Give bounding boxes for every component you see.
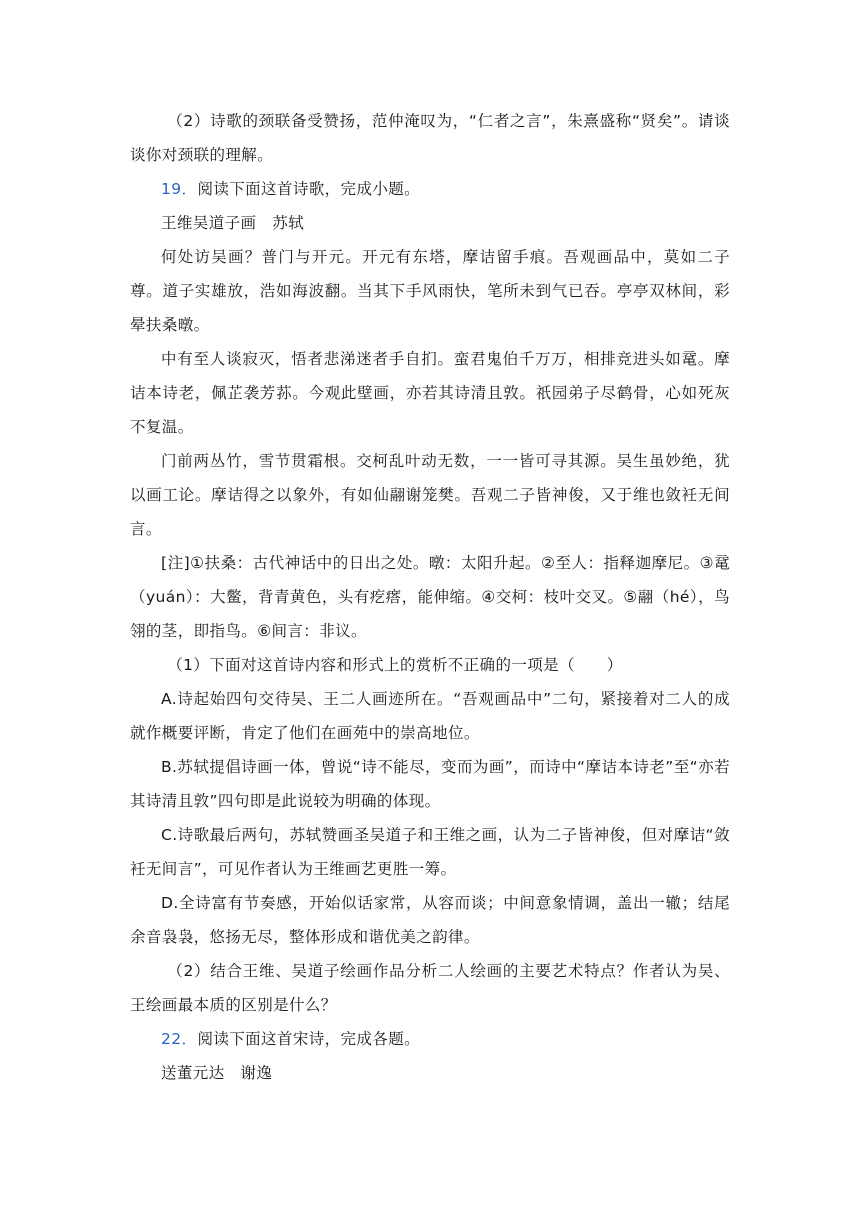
q19-poem-stanza-1: 何处访吴画？普门与开元。开元有东塔，摩诘留手痕。吾观画品中，莫如二子尊。道子实雄放，浩如海波翻。当其下手风雨快，笔所未到气已吞。亭亭双林间，彩晕扶桑暾。 [130,248,730,334]
q19-subquestion-1: （1）下面对这首诗内容和形式上的赏析不正确的一项是（ ） [167,656,623,674]
q19-option-c: C.诗歌最后两句，苏轼赞画圣吴道子和王维之画，认为二子皆神俊，但对摩诘“敛衽无间言”，可见作者认为王维画艺更胜一筹。 [130,826,730,878]
q19-heading [130,172,730,206]
q19-notes: [注]①扶桑：古代神话中的日出之处。暾：太阳升起。②至人：指释迦摩尼。③鼋（yuán）：大鳖，背青黄色，头有疙瘩，能伸缩。④交柯：枝叶交叉。⑤翮（hé），鸟翎的茎，即指鸟。⑥间言：非议。 [130,554,730,640]
q22-instruction: 阅读下面这首宋诗，完成各题。 [197,1030,421,1048]
q22-heading [130,1022,730,1056]
q19-poem-stanza-3: 门前两丛竹，雪节贯霜根。交柯乱叶动无数，一一皆可寻其源。吴生虽妙绝，犹以画工论。摩诘得之以象外，有如仙翮谢笼樊。吾观二子皆神俊，又于维也敛衽无间言。 [130,452,730,538]
q19-number: 19． [161,180,198,198]
q22-poem-title: 送董元达 谢逸 [161,1064,273,1082]
q19-instruction: 阅读下面这首诗歌，完成小题。 [197,180,421,198]
q19-option-d: D.全诗富有节奏感，开始似话家常，从容而谈；中间意象情调，盖出一辙；结尾余音袅袅，悠扬无尽，整体形成和谐优美之韵律。 [130,894,730,946]
q22-number: 22． [161,1030,198,1048]
q19-subquestion-2: （2）结合王维、吴道子绘画作品分析二人绘画的主要艺术特点？作者认为吴、王绘画最本质的区别是什么？ [130,962,730,1014]
q19-poem-stanza-2: 中有至人谈寂灭，悟者悲涕迷者手自扪。蛮君鬼伯千万万，相排竞进头如鼋。摩诘本诗老，佩芷袭芳荪。今观此壁画，亦若其诗清且敦。祇园弟子尽鹤骨，心如死灰不复温。 [130,350,730,436]
q19-poem-title: 王维吴道子画 苏轼 [161,214,305,232]
q19-option-a: A.诗起始四句交待吴、王二人画迹所在。“吾观画品中”二句，紧接着对二人的成就作概要评断，肯定了他们在画苑中的崇高地位。 [130,690,730,742]
q19-option-b: B.苏轼提倡诗画一体，曾说“诗不能尽，变而为画”，而诗中“摩诘本诗老”至“亦若其诗清且敦”四句即是此说较为明确的体现。 [130,758,730,810]
q18-subquestion-2: （2）诗歌的颈联备受赞扬，范仲淹叹为，“仁者之言”，朱熹盛称“贤矣”。请谈谈你对颈联的理解。 [130,112,730,164]
